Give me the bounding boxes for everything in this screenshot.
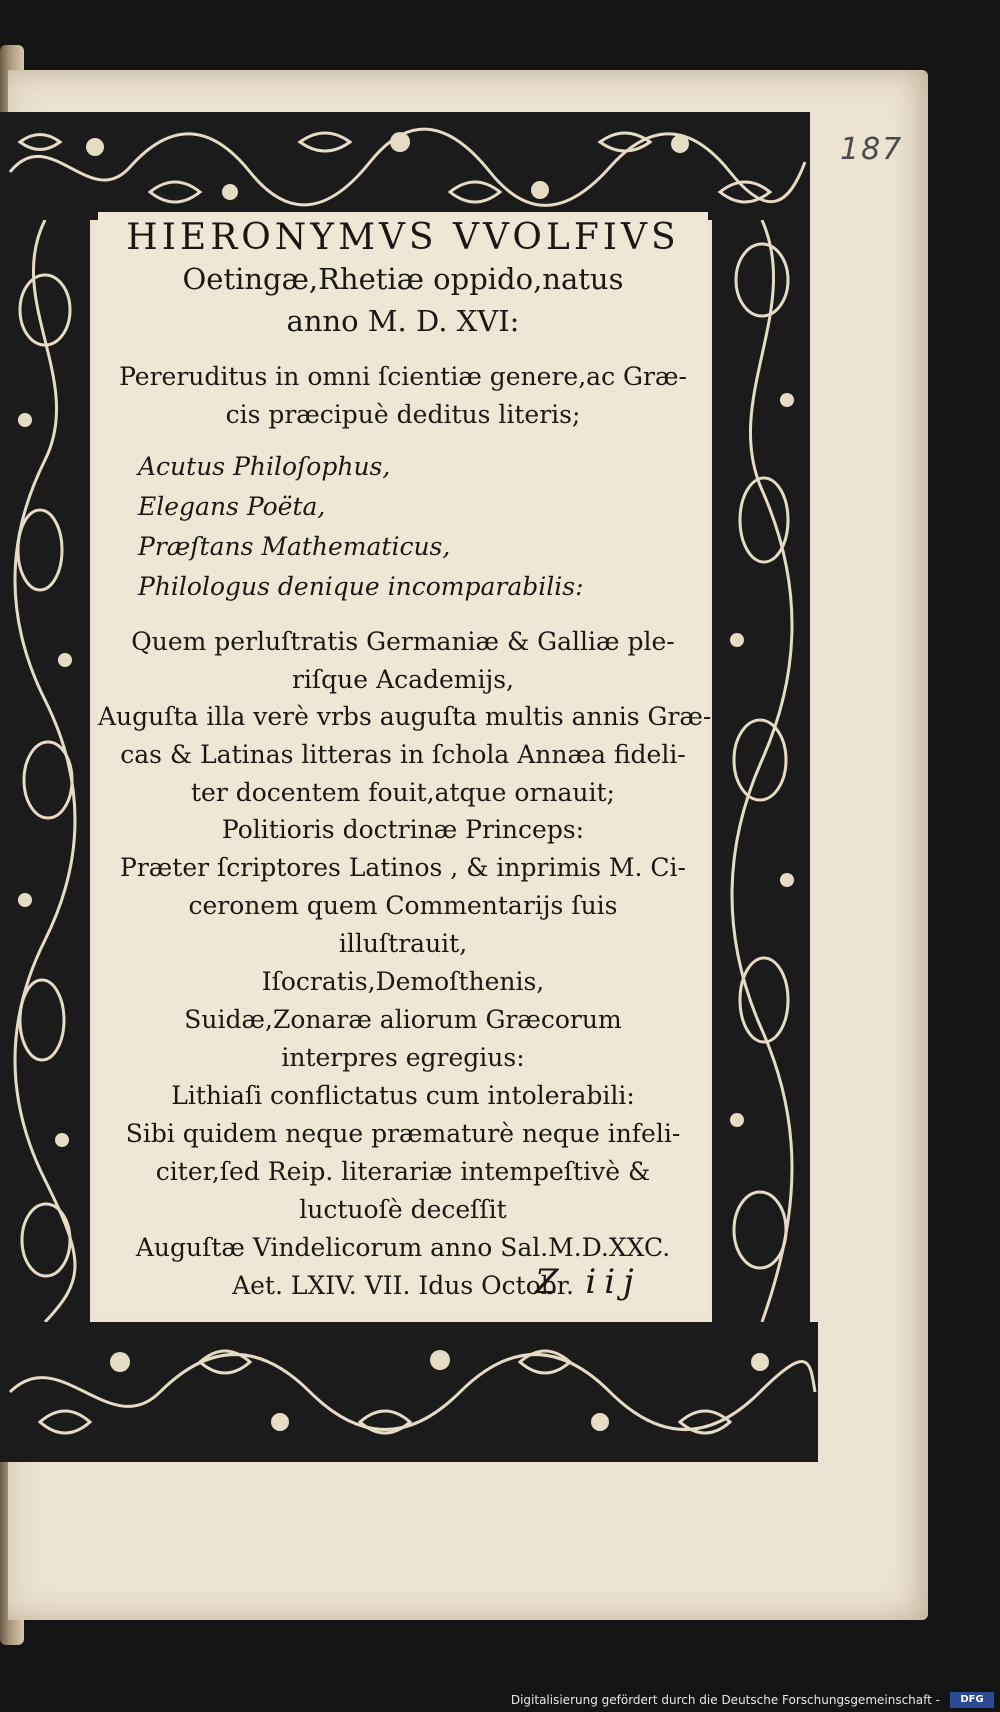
text-line: Lithiaſi conflictatus cum intolerabili:: [171, 1081, 635, 1110]
signature-mark: Z iij: [535, 1262, 642, 1302]
woodcut-border-left: [0, 220, 90, 1322]
text-line: Elegans Poëta,: [138, 492, 326, 521]
title-name: HIERONYMVS VVOLFIVS: [126, 217, 680, 258]
epitaph-text-panel: [98, 212, 712, 1312]
text-line: citer,ſed Reip. literariæ intempeſtivè &: [155, 1157, 651, 1186]
text-line: Sibi quidem neque præmaturè neque infeli-: [125, 1119, 681, 1148]
text-line: anno M. D. XVI:: [286, 304, 520, 338]
folio-number: 187: [840, 132, 904, 167]
text-line: ceronem quem Commentarijs ſuis: [188, 891, 618, 920]
text-line: Suidæ,Zonaræ aliorum Græcorum: [184, 1005, 622, 1034]
text-line: Auguſta illa verè vrbs auguſta multis annis Græ-: [98, 702, 712, 731]
text-line: Iſocratis,Demoſthenis,: [261, 967, 545, 996]
dfg-logo: DFG: [950, 1692, 994, 1708]
woodcut-border-bottom: [0, 1322, 818, 1462]
text-line: Politioris doctrinæ Princeps:: [221, 815, 585, 844]
text-line: Pereruditus in omni ſcientiæ genere,ac Græ-: [119, 362, 687, 391]
text-line: Oetingæ,Rhetiæ oppido,natus: [182, 262, 624, 296]
text-line: ter docentem fouit,atque ornauit;: [191, 778, 615, 807]
woodcut-border-right: [712, 220, 810, 1322]
digitization-credit: Digitalisierung gefördert durch die Deutsche Forschungsgemeinschaft -: [510, 1693, 940, 1707]
text-line: Aet. LXIV. VII. Idus Octobr.: [232, 1271, 574, 1300]
text-line: illuſtrauit,: [338, 929, 468, 958]
text-line: riſque Academijs,: [291, 665, 515, 694]
text-line: Acutus Philoſophus,: [138, 452, 391, 481]
woodcut-border-top: [0, 112, 810, 220]
text-line: Auguſtæ Vindelicorum anno Sal.M.D.XXC.: [135, 1233, 671, 1262]
text-line: cis præcipuè deditus literis;: [225, 400, 581, 429]
text-line: Præter ſcriptores Latinos , & inprimis M. Ci-: [120, 853, 686, 882]
text-line: Quem perluſtratis Germaniæ & Galliæ ple-: [131, 627, 675, 656]
text-line: interpres egregius:: [281, 1043, 525, 1072]
text-line: Philologus denique incomparabilis:: [138, 572, 584, 601]
text-line: Præſtans Mathematicus,: [138, 532, 451, 561]
text-line: luctuoſè deceſſit: [299, 1195, 507, 1224]
text-line: cas & Latinas litteras in ſchola Annæa fideli-: [120, 740, 686, 769]
